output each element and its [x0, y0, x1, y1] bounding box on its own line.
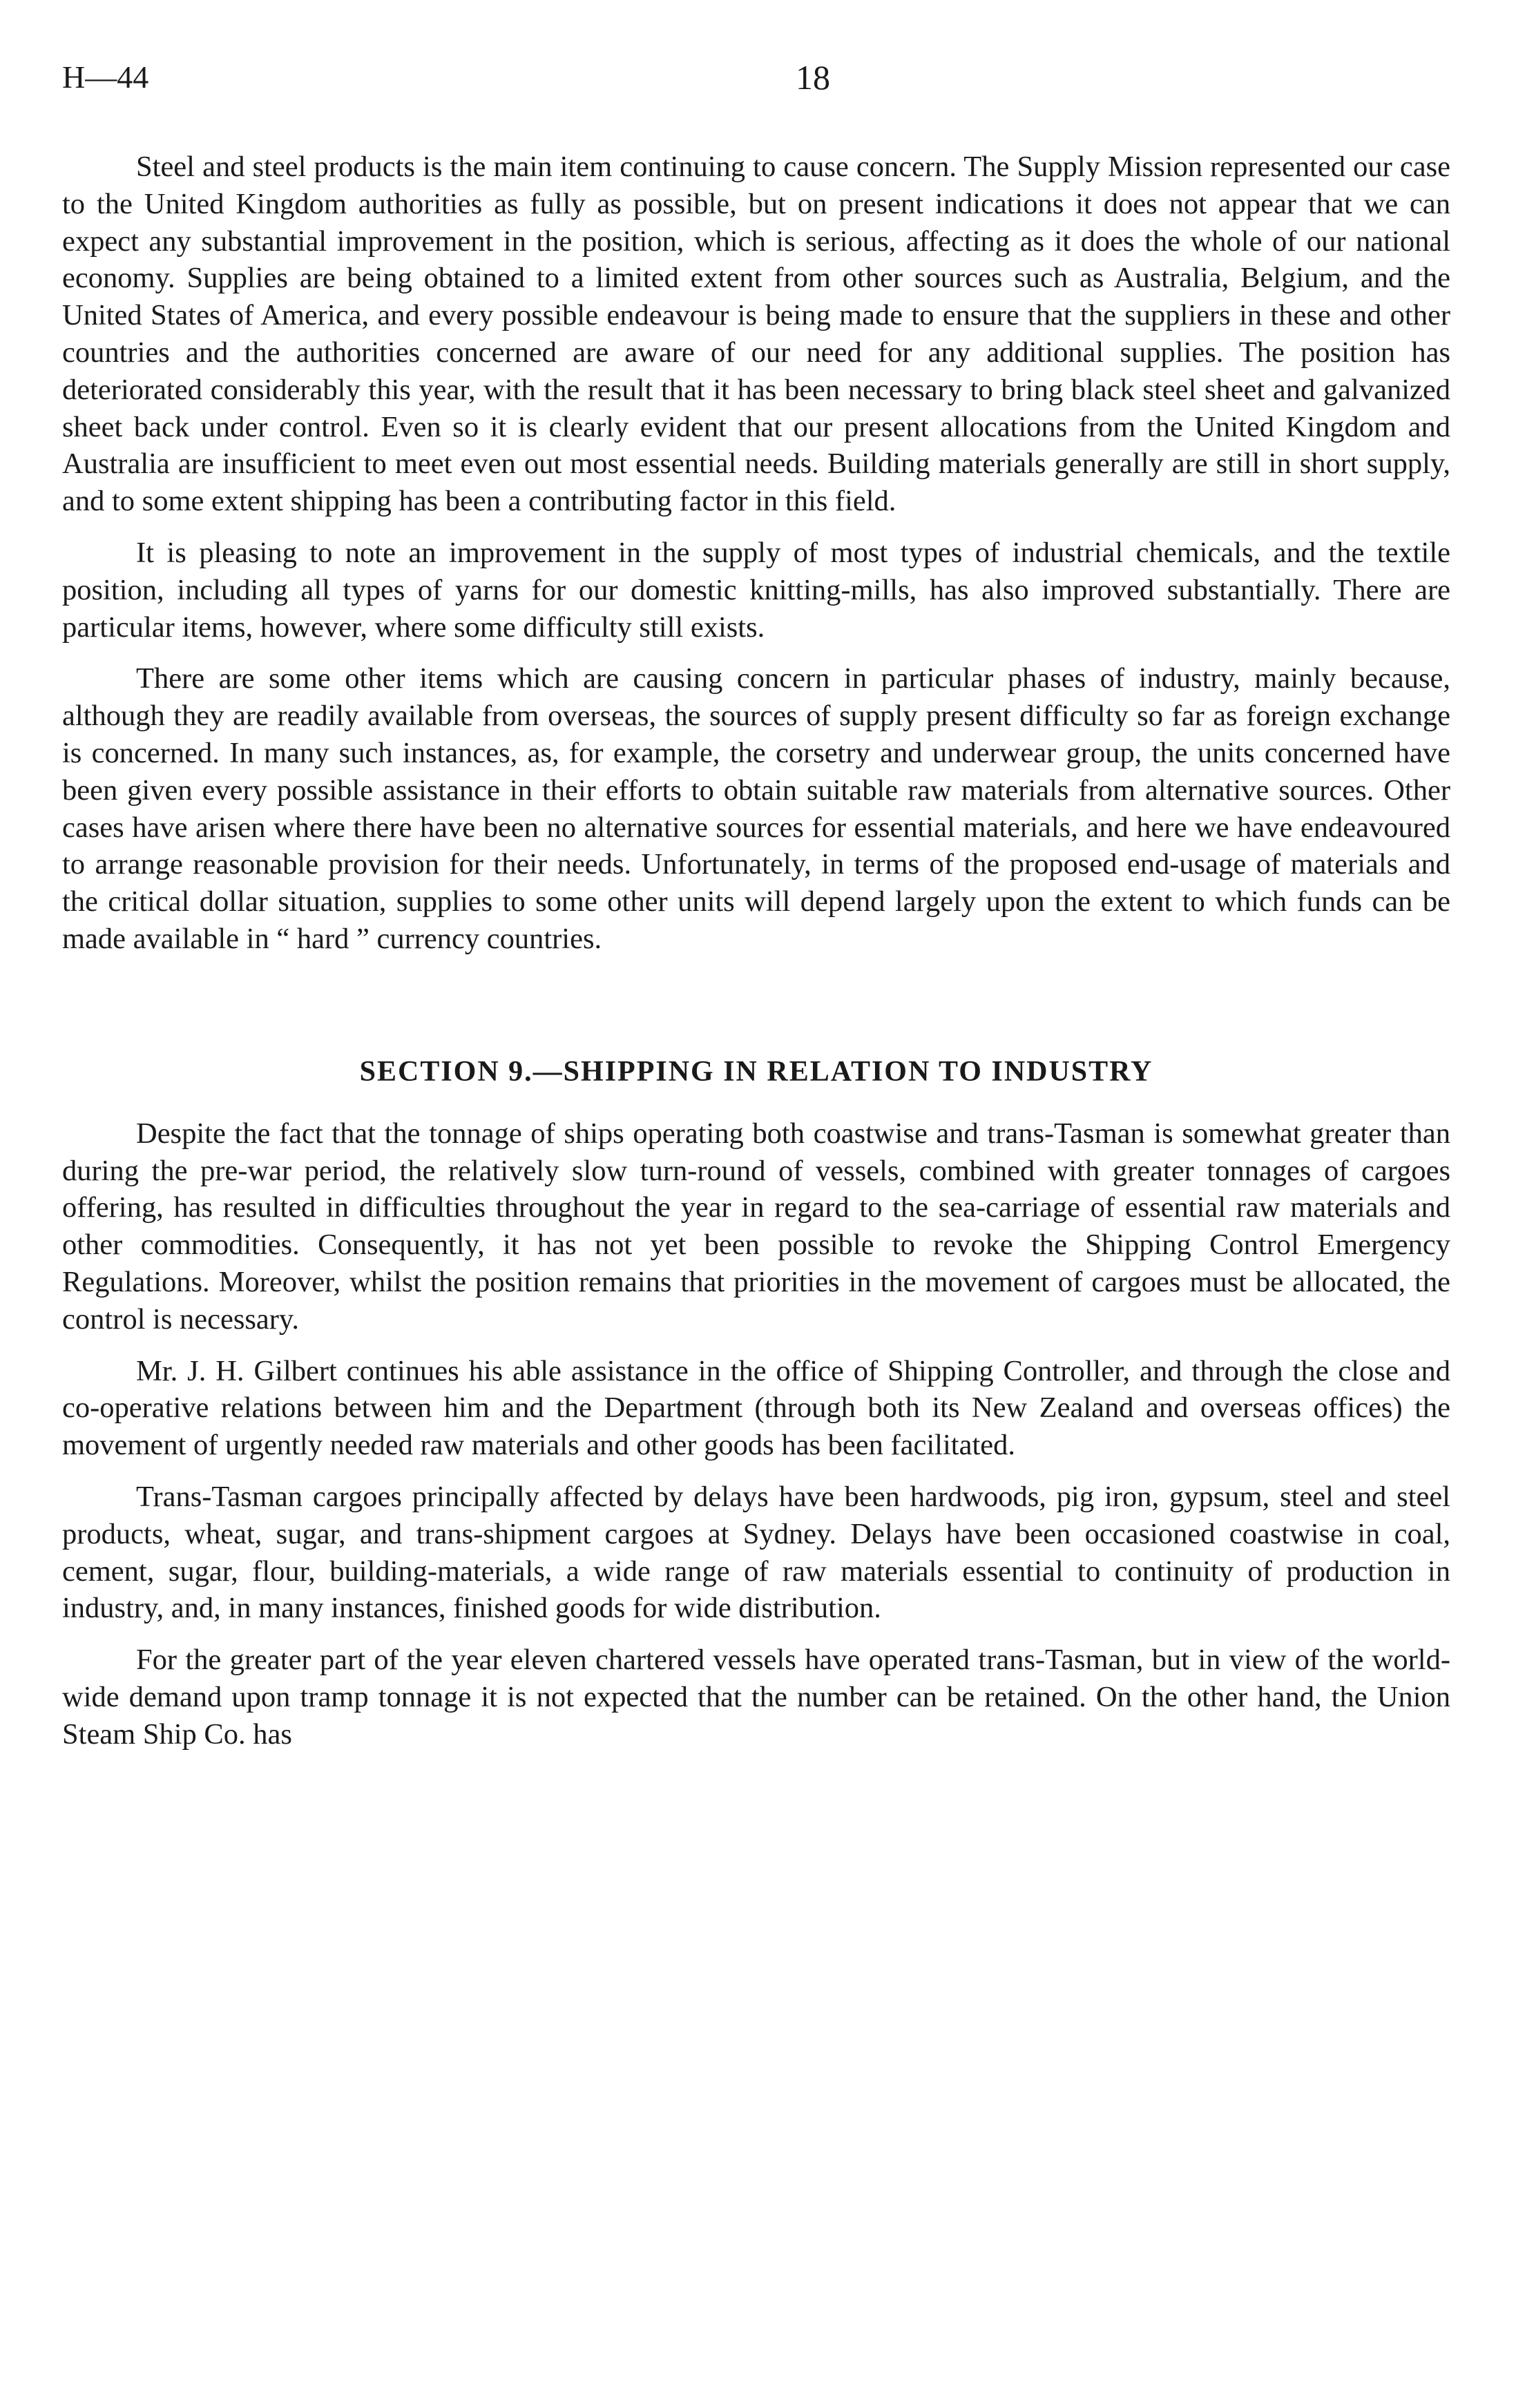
body-text — [62, 148, 1450, 1767]
paragraph-chartered-vessels: For the greater part of the year eleven chartered vessels have operated trans-Tasman, but in view of the world-wide demand upon tramp tonnage it is not expected that the number can be retained. On the other hand, the Union Steam Ship Co. has — [62, 1644, 1450, 1751]
page-header — [62, 57, 1450, 105]
paragraph-shipping-tonnage: Despite the fact that the tonnage of ships operating both coastwise and trans-Tasman is somewhat greater than during the pre-war period, the relatively slow turn-round of vessels, combined with greater tonnages of cargoes offering, has resulted in difficulties throughout the year in regard to the sea-carriage of essential raw materials and other commodities. Consequently, it has not yet been possible to revoke the Shipping Control Emergency Regulations. Moreover, whilst the position remains that priorities in the movement of cargoes must be allocated, the control is necessary. — [62, 1117, 1450, 1336]
paragraph-industrial-chemicals: It is pleasing to note an improvement in the supply of most types of industrial chemicals, and the textile position, including all types of yarns for our domestic knitting-mills, has also improved substantially. There are particular items, however, where some difficulty still exists. — [62, 536, 1450, 644]
section-heading: SECTION 9.—SHIPPING IN RELATION TO INDUSTRY — [359, 1055, 1153, 1088]
paragraph-shipping-controller: Mr. J. H. Gilbert continues his able assistance in the office of Shipping Controller, and through the close and co-operative relations between him and the Department (through both its New Zealand and overseas offices) the movement of urgently needed raw materials and other goods has been facilitated. — [62, 1354, 1450, 1462]
paragraph-steel-supply: Steel and steel products is the main item continuing to cause concern. The Supply Mission represented our case to the United Kingdom authorities as fully as possible, but on present indications it does not appear that we can expect any substantial improvement in the position, which is serious, affecting as it does the whole of our national economy. Supplies are being obtained to a limited extent from other sources such as Australia, Belgium, and the United States of America, and every possible endeavour is being made to ensure that the suppliers in these and other countries and the authorities concerned are aware of our need for any additional supplies. The position has deteriorated considerably this year, with the result that it has been necessary to bring black steel sheet and galvanized sheet back under control. Even so it is clearly evident that our present allocations from the United Kingdom and Australia are insufficient to meet even out most essential needs. Building materials generally are still in short supply, and to some extent shipping has been a contributing factor in this field. — [62, 151, 1450, 518]
paragraph-foreign-exchange: There are some other items which are causing concern in particular phases of industry, mainly because, although they are readily available from overseas, the sources of supply present difficulty so far as foreign exchange is concerned. In many such instances, as, for example, the corsetry and underwear group, the units concerned have been given every possible assistance in their efforts to obtain suitable raw materials from alternative sources. Other cases have arisen where there have been no alternative sources for essential materials, and here we have endeavoured to arrange reasonable provision for their needs. Unfortunately, in terms of the proposed end-usage of materials and the critical dollar situation, supplies to some other units will depend largely upon the extent to which funds can be made available in “ hard ” currency countries. — [62, 662, 1450, 955]
document-reference: H—44 — [62, 59, 149, 95]
paragraph-trans-tasman-cargoes: Trans-Tasman cargoes principally affected by delays have been hardwoods, pig iron, gypsum, steel and steel products, wheat, sugar, and trans-shipment cargoes at Sydney. Delays have been occasioned coastwise in coal, cement, sugar, flour, building-materials, a wide range of raw materials essential to continuity of production in industry, and, in many instances, finished goods for wide distribution. — [62, 1480, 1450, 1625]
page-number: 18 — [796, 58, 830, 97]
